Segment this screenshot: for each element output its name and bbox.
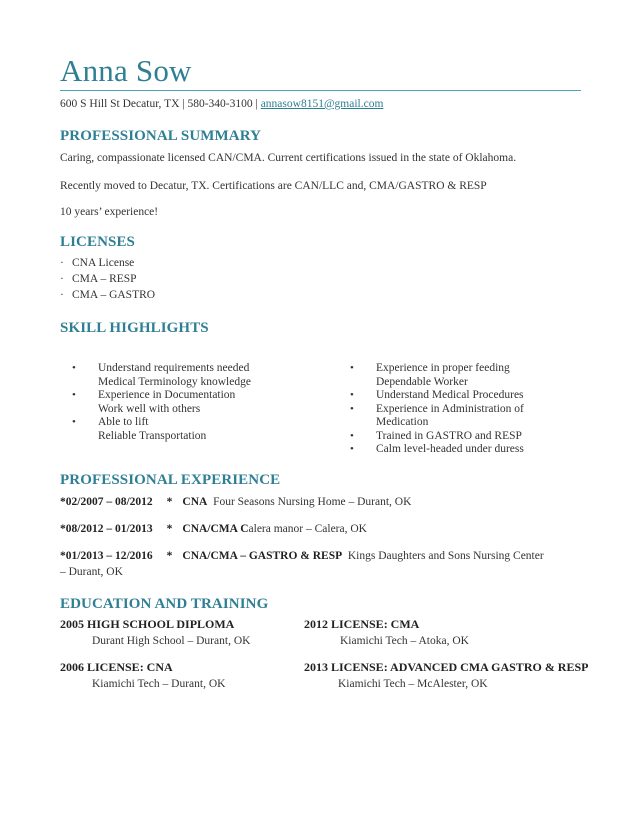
education-detail: Kiamichi Tech – McAlester, OK	[338, 678, 488, 690]
skill-item	[350, 430, 524, 444]
skills-heading: SKILL HIGHLIGHTS	[60, 320, 209, 336]
skill-subline: Medical Terminology knowledge	[98, 375, 251, 388]
skill-item	[350, 443, 524, 457]
skill-label: Experience in Administration of	[376, 402, 524, 415]
bullet-icon: •	[350, 443, 354, 455]
skill-label: Experience in Documentation	[98, 389, 236, 401]
skill-item	[350, 389, 524, 403]
experience-role: CNA/CMA – GASTRO & RESP	[182, 550, 343, 562]
skill-label: Experience in proper feeding	[376, 362, 510, 374]
skill-label: Understand Medical Procedures	[376, 389, 524, 401]
education-detail: Kiamichi Tech – Durant, OK	[92, 678, 226, 690]
license-item	[60, 273, 137, 285]
skill-item	[350, 403, 524, 417]
license-item	[60, 289, 155, 301]
experience-employer: Kings Daughters and Sons Nursing Center	[347, 550, 544, 562]
education-detail: Durant High School – Durant, OK	[92, 635, 251, 647]
experience-role: CNA	[182, 496, 208, 508]
experience-employer: Four Seasons Nursing Home – Durant, OK	[213, 496, 412, 508]
bullet-icon: •	[350, 429, 354, 442]
skill-subline: Reliable Transportation	[98, 429, 207, 442]
experience-dates: *01/2013 – 12/2016	[60, 550, 153, 562]
experience-role: CNA/CMA C	[182, 523, 249, 535]
education-title: 2005 HIGH SCHOOL DIPLOMA	[60, 617, 235, 631]
license-label: CMA – RESP	[72, 273, 137, 285]
skills-right-column	[350, 362, 524, 457]
skill-label: Trained in GASTRO and RESP	[376, 429, 522, 442]
experience-entry	[60, 523, 367, 535]
skill-item	[72, 362, 251, 376]
separator: *	[166, 496, 173, 508]
skill-item	[72, 416, 251, 430]
bullet-icon: •	[350, 362, 354, 374]
license-label: CNA License	[72, 257, 135, 269]
experience-dates: *02/2007 – 08/2012	[60, 496, 153, 508]
skill-subline: Work well with others	[98, 402, 201, 415]
summary-line: Caring, compassionate licensed CAN/CMA. Current certifications issued in the state of Oklahoma.	[60, 152, 517, 164]
email-link[interactable]: annasow8151@gmail.com	[260, 98, 384, 110]
experience-employer: alera manor – Calera, OK	[248, 523, 367, 535]
separator: *	[166, 523, 173, 535]
licenses-heading: LICENSES	[60, 234, 136, 250]
summary-line: 10 years’ experience!	[60, 206, 159, 218]
bullet-icon: •	[72, 362, 76, 374]
header-divider	[60, 90, 581, 91]
skill-item	[350, 362, 524, 376]
experience-employer-continued: – Durant, OK	[60, 566, 123, 578]
education-title: 2013 LICENSE: ADVANCED CMA GASTRO & RESP	[304, 660, 589, 674]
experience-heading: PROFESSIONAL EXPERIENCE	[60, 472, 281, 488]
bullet-icon: •	[72, 389, 76, 401]
experience-entry	[60, 550, 544, 562]
summary-heading: PROFESSIONAL SUMMARY	[60, 128, 262, 144]
skill-subline: Medication	[376, 416, 429, 428]
experience-dates: *08/2012 – 01/2013	[60, 523, 153, 535]
separator: *	[166, 550, 173, 562]
bullet-icon: •	[350, 389, 354, 401]
bullet-icon: ·	[60, 257, 64, 269]
education-title: 2006 LICENSE: CNA	[60, 660, 173, 674]
skill-subline: Dependable Worker	[376, 375, 468, 388]
education-detail: Kiamichi Tech – Atoka, OK	[340, 635, 469, 647]
skill-label: Understand requirements needed	[98, 362, 250, 374]
summary-line: Recently moved to Decatur, TX. Certifications are CAN/LLC and, CMA/GASTRO & RESP	[60, 180, 487, 192]
bullet-icon: •	[350, 402, 354, 415]
skill-label: Able to lift	[98, 416, 149, 428]
skill-label: Calm level-headed under duress	[376, 443, 524, 455]
education-heading: EDUCATION AND TRAINING	[60, 596, 269, 612]
education-title: 2012 LICENSE: CMA	[304, 617, 420, 631]
contact-line	[60, 98, 383, 110]
license-item	[60, 257, 134, 269]
skill-item	[72, 389, 251, 403]
candidate-name: Anna Sow	[60, 53, 192, 88]
bullet-icon: ·	[60, 289, 64, 301]
bullet-icon: •	[72, 416, 76, 428]
bullet-icon: ·	[60, 273, 64, 285]
experience-entry	[60, 496, 411, 508]
contact-address-phone: 600 S Hill St Decatur, TX | 580-340-3100 |	[60, 98, 258, 110]
skills-left-column	[72, 362, 251, 443]
license-label: CMA – GASTRO	[72, 289, 156, 301]
